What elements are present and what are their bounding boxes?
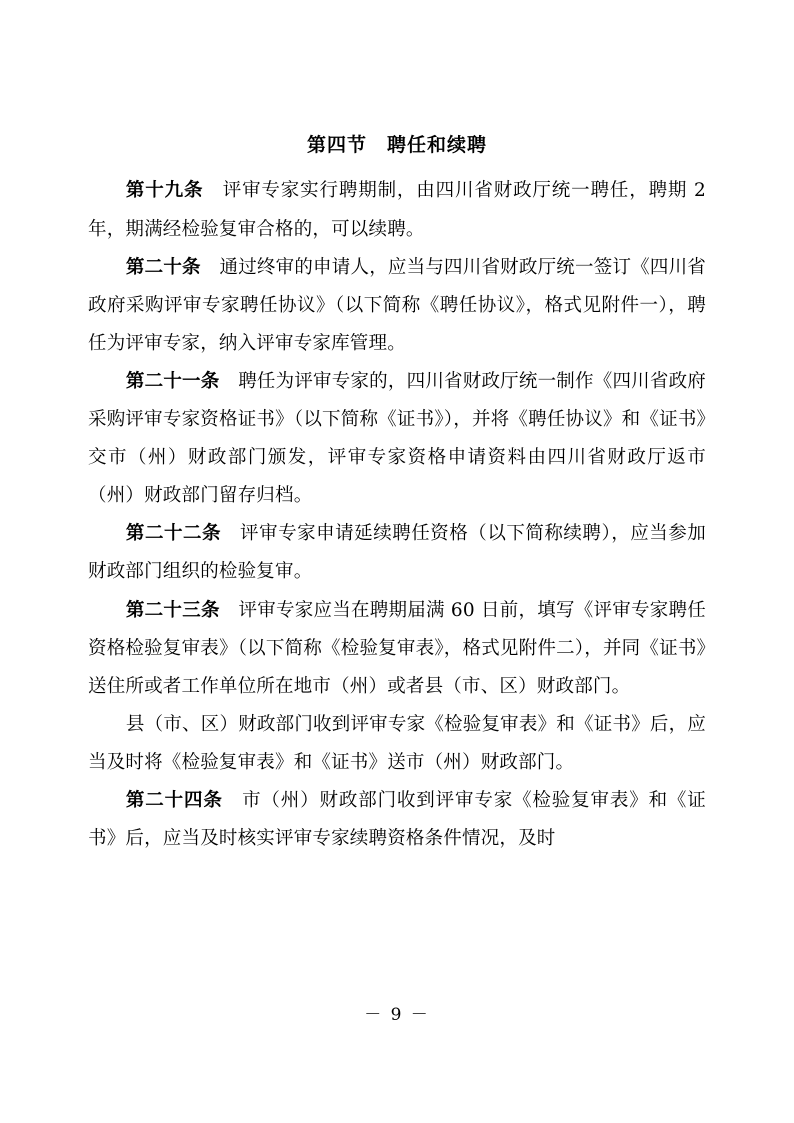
paragraph-1-text: 评审专家实行聘期制，由四川省财政厅统一聘任，聘期 2 年，期满经检验复审合格的，可以续聘。 bbox=[88, 180, 706, 240]
paragraph-7-text: 市（州）财政部门收到评审专家《检验复审表》和《证书》后，应当及时核实评审专家续聘资格条件情况，及时 bbox=[88, 790, 706, 850]
paragraph-1-lead: 第十九条 bbox=[125, 180, 204, 202]
paragraph-4-lead: 第二十二条 bbox=[125, 523, 222, 545]
paragraph-4 bbox=[88, 515, 706, 591]
paragraph-6 bbox=[88, 706, 706, 782]
paragraph-1 bbox=[88, 172, 706, 248]
paragraph-2 bbox=[88, 249, 706, 363]
paragraph-4-text: 评审专家申请延续聘任资格（以下简称续聘），应当参加财政部门组织的检验复审。 bbox=[88, 523, 706, 583]
paragraph-6-text: 县（市、区）财政部门收到评审专家《检验复审表》和《证书》后，应当及时将《检验复审表》和《证书》送市（州）财政部门。 bbox=[88, 713, 706, 774]
paragraph-5-lead: 第二十三条 bbox=[125, 599, 220, 621]
paragraph-2-lead: 第二十条 bbox=[125, 256, 201, 278]
paragraph-3-lead: 第二十一条 bbox=[125, 370, 220, 392]
section-heading: 第四节 聘任和续聘 bbox=[306, 134, 487, 156]
page-number: － 9 － bbox=[364, 1005, 430, 1025]
paragraph-7 bbox=[88, 782, 706, 858]
paragraph-3-text: 聘任为评审专家的，四川省财政厅统一制作《四川省政府采购评审专家资格证书》（以下简称《证书》），并将《聘任协议》和《证书》交市（州）财政部门颁发，评审专家资格申请资料由四川省财政厅返市（州）财政部门留存归档。 bbox=[88, 370, 706, 507]
paragraph-7-lead: 第二十四条 bbox=[125, 790, 223, 812]
paragraph-3 bbox=[88, 363, 706, 515]
page-footer bbox=[0, 1000, 794, 1025]
document-body bbox=[88, 130, 706, 858]
paragraph-5-text: 评审专家应当在聘期届满 60 日前，填写《评审专家聘任资格检验复审表》（以下简称《检验复审表》，格式见附件二），并同《证书》送住所或者工作单位所在地市（州）或者县（市、区）财政部门。 bbox=[88, 599, 706, 697]
paragraph-5 bbox=[88, 592, 706, 706]
paragraph-2-text: 通过终审的申请人，应当与四川省财政厅统一签订《四川省政府采购评审专家聘任协议》（以下简称《聘任协议》，格式见附件一），聘任为评审专家，纳入评审专家库管理。 bbox=[88, 256, 706, 354]
